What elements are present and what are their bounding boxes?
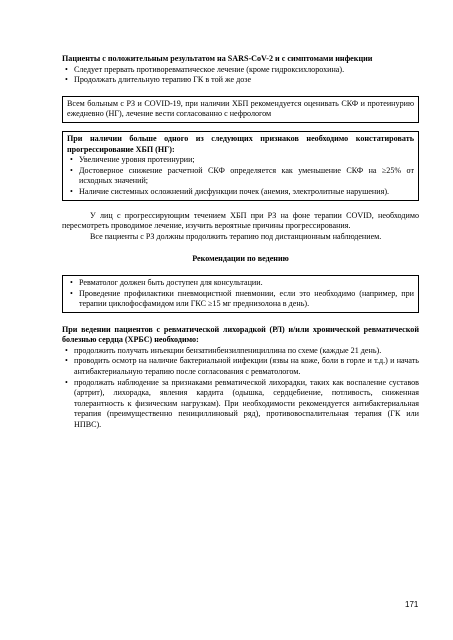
recommendations-title: Рекомендации по ведению (192, 254, 289, 264)
list-item: • Проведение профилактики пневмоцистной пневмонии, если это необходимо (например, при терапии циклофосфамидом или ГКС ≥15 мг преднизолона в день). (67, 289, 414, 310)
box-heading: При наличии больше одного из следующих признаков необходимо констатировать прогрессирование ХБП (НГ): (67, 133, 414, 154)
paragraph: Все пациенты с РЗ должны продолжить терапию под дистанционным наблюдением. (90, 231, 382, 241)
list-item: • Продолжать длительную терапию ГК в той же дозе (62, 75, 419, 86)
bullet-list (62, 65, 419, 86)
section-rheumatic-fever (62, 325, 419, 431)
list-item: • продолжить получать инъекции бензатинбензилпенициллина по схеме (каждые 21 день). (62, 346, 419, 357)
list-item: • Достоверное снижение расчетной СКФ определяется как уменьшение СКФ на ≥25% от исходных значений; (67, 166, 414, 187)
section-covid-positive (62, 54, 419, 86)
bullet-list (67, 278, 414, 310)
list-item: • продолжать наблюдение за признаками ревматической лихорадки, таких как воспаление суставов (артрит), лихорадка, явления кардита (одышка, сердцебиение, потливость, сниженная толерантность к физическим нагрузкам). При необходимости рекомендуется антибактериальная терапия (преимущественно пенициллиновый ряд), противовоспалительная терапия (ГК или НПВС). (62, 378, 419, 431)
bullet-list (67, 155, 414, 197)
section-heading: Пациенты с положительным результатом на SARS-CoV-2 и с симптомами инфекции (62, 54, 373, 63)
ckd-recommendation-box (62, 96, 419, 123)
bullet-list (62, 346, 419, 431)
recommendations-box (62, 275, 419, 313)
body-paragraphs (62, 211, 419, 243)
document-page (62, 54, 419, 431)
list-item: • проводить осмотр на наличие бактериальной инфекции (язвы на коже, боли в горле и т.д.) и начать антибактериальную терапию после согласования с ревматологом. (62, 356, 419, 377)
list-item: • Следует прервать противоревматическое лечение (кроме гидроксихлорохина). (62, 65, 419, 76)
list-item: • Наличие системных осложнений дисфункции почек (анемия, электролитные нарушения). (67, 187, 414, 198)
list-item: • Ревматолог должен быть доступен для консультации. (67, 278, 414, 289)
paragraph: У лиц с прогрессирующим течением ХБП при РЗ на фоне терапии COVID, необходимо пересмотреть проводимое лечение, изучить вероятные причины прогрессирования. (62, 210, 419, 231)
section-heading: При ведении пациентов с ревматической лихорадкой (РЛ) и/или хронической ревматической болезнью сердца (ХРБС) необходимо: (62, 324, 419, 345)
page-number: 171 (405, 600, 419, 609)
list-item: • Увеличение уровня протеинурии; (67, 155, 414, 166)
ckd-progression-box (62, 131, 419, 201)
box-text: Всем больным с РЗ и COVID-19, при наличии ХБП рекомендуется оценивать СКФ и протеинурию ежедневно (НГ), лечение вести согласованно с нефрологом (67, 98, 414, 119)
